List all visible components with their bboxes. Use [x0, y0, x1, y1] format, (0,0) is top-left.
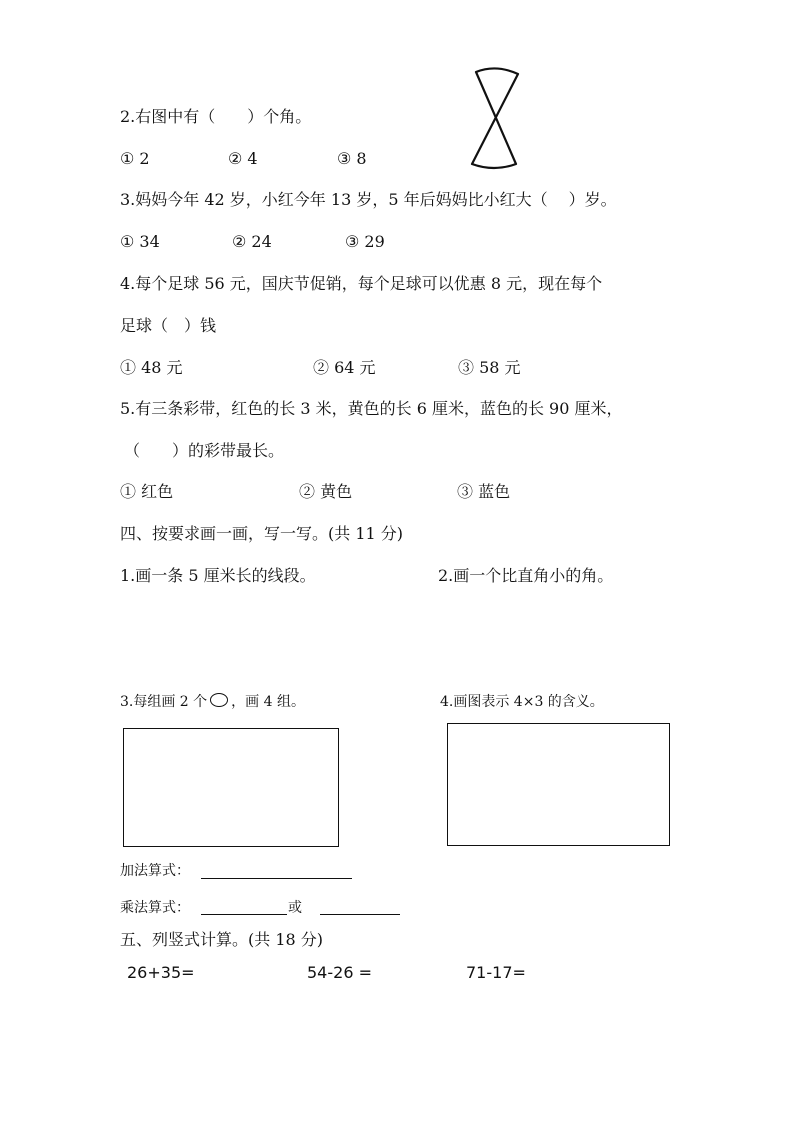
- question-3-option-2: ② 24: [232, 232, 272, 251]
- question-4-text-line1: 4.每个足球 56 元，国庆节促销，每个足球可以优惠 8 元，现在每个: [120, 274, 603, 293]
- multiplication-label: 乘法算式：: [120, 900, 190, 916]
- addition-label: 加法算式：: [120, 863, 190, 879]
- problem-1: 26+35=: [127, 963, 195, 982]
- multiplication-answer-line-2[interactable]: [320, 914, 400, 915]
- item-3-prefix: 3.每组画 2 个: [120, 694, 208, 710]
- question-2-option-2: ② 4: [228, 149, 258, 168]
- section-4-item-3: [120, 692, 305, 712]
- section-4-item-2: 2.画一个比直角小的角。: [438, 566, 614, 585]
- problem-2: 54-26 =: [307, 963, 372, 982]
- or-text: 或: [288, 900, 302, 916]
- question-4-text-line2: 足球（ ）钱: [120, 316, 217, 335]
- question-5-option-1: ① 红色: [120, 482, 174, 501]
- question-3-option-3: ③ 29: [345, 232, 385, 251]
- section-5-title: 五、列竖式计算。(共 18 分): [120, 930, 324, 949]
- question-4-option-1: ① 48 元: [120, 358, 183, 377]
- question-3-option-1: ① 34: [120, 232, 160, 251]
- problem-3: 71-17=: [466, 963, 526, 982]
- crossed-angle-figure: [460, 62, 530, 176]
- drawing-box-left[interactable]: [123, 728, 339, 847]
- question-2-text: 2.右图中有（ ）个角。: [120, 107, 312, 126]
- question-5-option-2: ② 黄色: [299, 482, 353, 501]
- section-4-item-1: 1.画一条 5 厘米长的线段。: [120, 566, 316, 585]
- multiplication-answer-line-1[interactable]: [201, 914, 287, 915]
- drawing-box-right[interactable]: [447, 723, 670, 846]
- question-2-option-1: ① 2: [120, 149, 150, 168]
- item-3-suffix: ，画 4 组。: [231, 694, 305, 710]
- question-4-option-2: ② 64 元: [313, 358, 376, 377]
- section-4-item-4: 4.画图表示 4×3 的含义。: [440, 694, 604, 710]
- circle-icon: [210, 693, 228, 707]
- addition-answer-line[interactable]: [201, 878, 352, 879]
- question-5-text-line2: （ ）的彩带最长。: [124, 441, 285, 460]
- question-3-text: 3.妈妈今年 42 岁，小红今年 13 岁，5 年后妈妈比小红大（ ）岁。: [120, 190, 617, 209]
- question-5-text-line1: 5.有三条彩带，红色的长 3 米，黄色的长 6 厘米，蓝色的长 90 厘米，: [120, 399, 623, 418]
- question-5-option-3: ③ 蓝色: [457, 482, 511, 501]
- section-4-title: 四、按要求画一画，写一写。(共 11 分): [120, 524, 404, 543]
- question-2-option-3: ③ 8: [337, 149, 367, 168]
- question-4-option-3: ③ 58 元: [458, 358, 521, 377]
